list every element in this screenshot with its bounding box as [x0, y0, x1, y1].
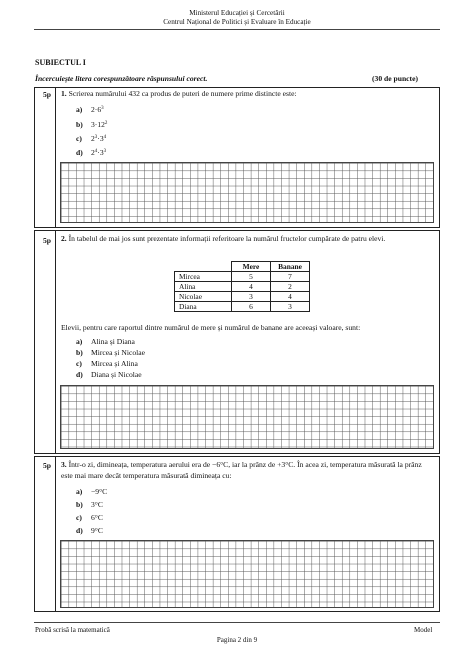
option-letter: a) — [76, 105, 83, 114]
option-letter: c) — [76, 513, 82, 522]
option-letter: a) — [76, 337, 83, 346]
student-name: Mircea — [175, 272, 232, 282]
q2-number: 2. — [61, 234, 67, 243]
q2-option[interactable] — [76, 370, 142, 379]
option-exponent: 3 — [94, 135, 98, 140]
option-exponent-2: 3 — [103, 149, 107, 154]
q1-option[interactable] — [76, 134, 106, 143]
q3-statement: Într-o zi, dimineața, temperatura aerului era de −6°C, iar la prânz de +3°C. În acea zi, temperatura măsurată la prânz este mai mare decât temperatura măsurată dimineața cu: — [61, 460, 422, 480]
footer-right: Model — [414, 626, 433, 634]
q2-points: 5p — [43, 236, 52, 245]
table-row — [175, 272, 310, 282]
option-text: 6°C — [91, 513, 103, 522]
option-text: Alina și Diana — [91, 337, 135, 346]
table-corner — [175, 262, 232, 272]
option-letter: c) — [76, 134, 82, 143]
q1-option[interactable] — [76, 105, 104, 114]
q1-text — [61, 89, 433, 100]
q1-statement: Scrierea numărului 432 ca produs de puteri de numere prime distincte este: — [68, 89, 297, 98]
col-header-mere: Mere — [232, 262, 271, 272]
banane-count: 2 — [271, 282, 310, 292]
q3-text — [61, 460, 433, 481]
mere-count: 5 — [232, 272, 271, 282]
student-name: Diana — [175, 302, 232, 312]
mere-count: 6 — [232, 302, 271, 312]
option-letter: d) — [76, 526, 83, 535]
mere-count: 3 — [232, 292, 271, 302]
q3-option[interactable] — [76, 500, 103, 509]
option-text: −9°C — [91, 487, 108, 496]
option-letter: c) — [76, 359, 82, 368]
q1-option[interactable] — [76, 148, 106, 157]
page-number: Pagina 2 din 9 — [216, 636, 258, 644]
header-divider — [34, 29, 440, 30]
q2-option[interactable] — [76, 348, 145, 357]
banane-count: 3 — [271, 302, 310, 312]
banane-count: 7 — [271, 272, 310, 282]
q2-answer-grid[interactable] — [60, 385, 434, 449]
q3-answer-grid[interactable] — [60, 540, 434, 608]
option-base-2: ·3 — [97, 134, 104, 143]
points-column — [35, 457, 56, 611]
option-exponent: 3 — [101, 106, 104, 111]
q3-option[interactable] — [76, 487, 107, 496]
option-base: 3·12 — [91, 120, 105, 129]
page-header — [0, 9, 474, 26]
q1-option[interactable] — [76, 120, 107, 129]
total-points: (30 de puncte) — [372, 74, 418, 83]
q3-option[interactable] — [76, 526, 103, 535]
center-name: Centrul Național de Politici și Evaluare în Educație — [163, 17, 311, 26]
option-base: 2 — [91, 134, 95, 143]
q1-number: 1. — [61, 89, 67, 98]
q3-option[interactable] — [76, 513, 103, 522]
q3-number: 3. — [61, 460, 67, 469]
option-letter: d) — [76, 370, 83, 379]
q2-option[interactable] — [76, 359, 138, 368]
q3-points: 5p — [43, 461, 52, 470]
col-header-banane: Banane — [271, 262, 310, 272]
footer-divider — [34, 622, 440, 623]
option-exponent-2: 4 — [103, 135, 107, 140]
option-text: Mircea și Nicolae — [91, 348, 145, 357]
table-row — [175, 292, 310, 302]
option-exponent: 2 — [104, 121, 108, 126]
points-column — [35, 88, 56, 227]
table-row — [175, 282, 310, 292]
q2-question: Elevii, pentru care raportul dintre numărul de mere și numărul de banane are aceeași valoare, sunt: — [61, 323, 361, 332]
option-letter: b) — [76, 120, 83, 129]
q1-answer-grid[interactable] — [60, 162, 434, 223]
q2-option[interactable] — [76, 337, 135, 346]
banane-count: 4 — [271, 292, 310, 302]
q2-statement: În tabelul de mai jos sunt prezentate informații referitoare la numărul fructelor cumpărate de patru elevi. — [68, 234, 386, 243]
option-text: 3°C — [91, 500, 103, 509]
option-exponent: 4 — [94, 149, 98, 154]
option-letter: d) — [76, 148, 83, 157]
q2-text — [61, 234, 433, 245]
points-column — [35, 231, 56, 453]
table-row — [175, 302, 310, 312]
student-name: Alina — [175, 282, 232, 292]
option-letter: b) — [76, 500, 83, 509]
instruction-text: Încercuiește litera corespunzătoare răspunsului corect. — [35, 74, 208, 83]
ministry-name: Ministerul Educației și Cercetării — [189, 9, 285, 17]
option-base-2: ·3 — [97, 148, 104, 157]
option-text: Diana și Nicolae — [91, 370, 142, 379]
option-letter: b) — [76, 348, 83, 357]
mere-count: 4 — [232, 282, 271, 292]
fruit-table — [174, 261, 310, 312]
option-text: 9°C — [91, 526, 103, 535]
footer-left: Probă scrisă la matematică — [35, 626, 110, 634]
option-base: 2 — [91, 148, 95, 157]
option-base: 2·6 — [91, 105, 102, 114]
student-name: Nicolae — [175, 292, 232, 302]
option-text: Mircea și Alina — [91, 359, 138, 368]
subject-title: SUBIECTUL I — [35, 58, 86, 67]
q1-points: 5p — [43, 90, 52, 99]
option-letter: a) — [76, 487, 83, 496]
